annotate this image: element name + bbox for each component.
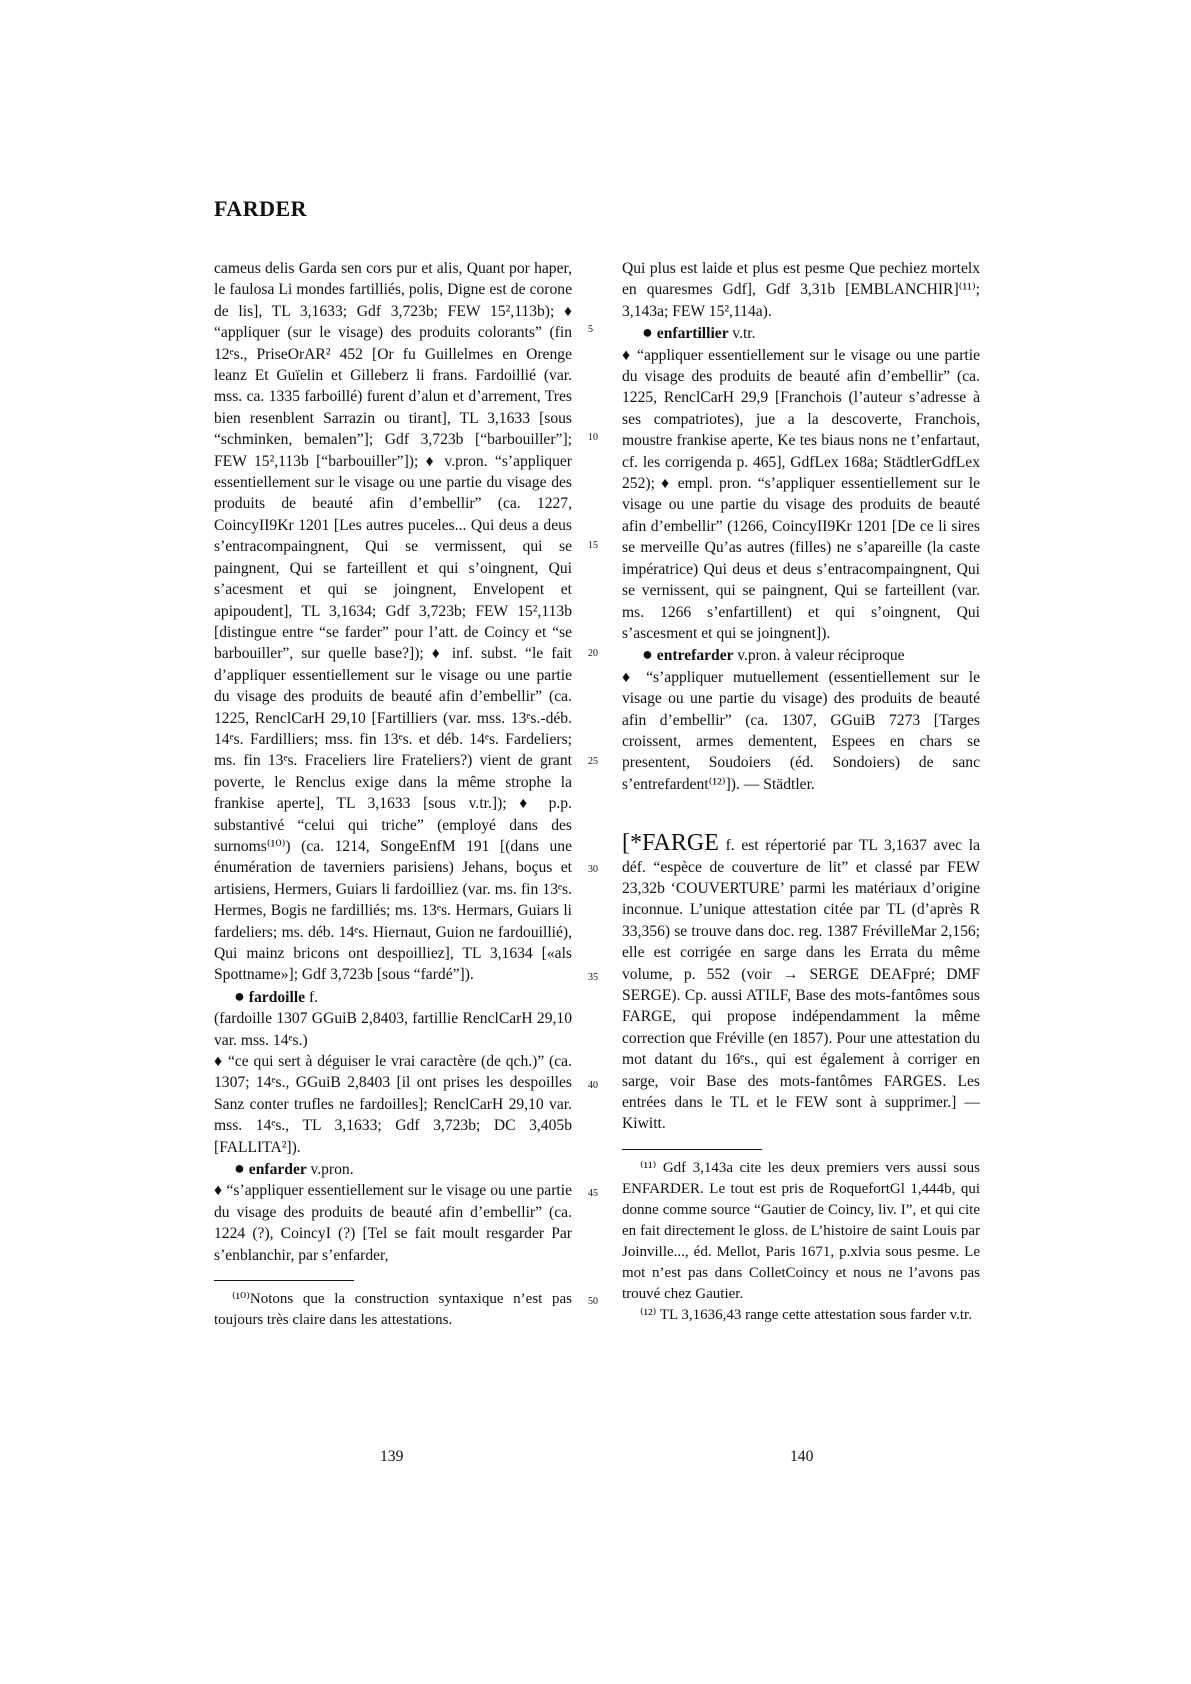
fardoille-definition: ♦ “ce qui sert à déguiser le vrai caractère (de qch.)” (ca. 1307; 14ᵉs., GGuiB 2,8403 [il ont prises les despoilles Sanz conter trufles ne fardoilles]; RenclCarH 29,10 var. mss. 14ᵉs., TL 3,1633; Gdf 3,723b; DC 3,405b [FALLITA²]). <box>214 1053 572 1156</box>
line-number: 45 <box>588 1188 598 1199</box>
subentry-headword: enfartillier <box>656 325 729 343</box>
line-number: 25 <box>588 756 598 767</box>
farder-continuation: cameus delis Garda sen cors pur et alis, Quant por haper, le faulosa Li mondes fartilliés, polis, Digne est de corone de lis], TL 3,1633; Gdf 3,723b; FEW 15²,113b); ♦ “appliquer (sur le visage) des produits colorants” (fin 12ᵉs., PriseOrAR² 452 [Or fu Guillelmes en Orenge leanz Et Guïelin et Gilleberz li frans. Fardoillié (var. mss. ca. 1335 farboillé) furent d’alun et d’arrement, Tres bien resenblent Sarrazin ou tirant], TL 3,1633 [sous “schminken, bemalen”]; Gdf 3,723b [“barbouiller”]; FEW 15²,113b [“barbouiller”]); ♦ v.pron. “s’appliquer essentiellement sur le visage ou une partie du visage des produits de beauté afin d’embellir” (ca. 1227, CoincyII9Kr 1201 [Les autres puceles... Qui deus a deus s’entracompaingnent, Qui se vermissent, qui se paingnent, Qui se farteillent et qui s’oingnent, Qui s’acesment et qui se joingnent, Envelopent et apipoudent], TL 3,1634; Gdf 3,723b; FEW 15²,113b [distingue entre “se farder” pour l’att. de Coincy et “se barbouiller”, sur quelle base?]); ♦ inf. subst. “le fait d’appliquer essentiellement sur le visage ou une partie du visage des produits de beauté afin d’embellir” (ca. 1225, RenclCarH 29,10 [Fartilliers (var. mss. 13ᵉs.-déb. 14ᵉs. Fardilliers; mss. fin 13ᵉs. et déb. 14ᵉs. Fardeliers; ms. fin 13ᵉs. Fraceliers lire Frateliers?) vient de grant poverte, le Renclus exige dans la même strophe la frankise aperte], TL 3,1633 [sous v.tr.]); ♦ p.p. substantivé “celui qui triche” (employé dans des surnoms⁽¹⁰⁾) (ca. 1214, SongeEnfM 191 [(dans une énumération de taverniers parisiens) Jehans, boçus et artisiens, Hermers, Guiars li fardoilliez (var. ms. fin 13ᵉs. Hermes, Bogis ne fardilliés; ms. 13ᵉs. Hermars, Guiars li fardeliers; ms. déb. 14ᵉs. Hiernaut, Guion ne fardouillié), Qui mainz bricons ont despoilliez], TL 3,1634 [«als Spottname»]; Gdf 3,723b [sous “fardé”]). <box>214 260 572 984</box>
page-number-right: 140 <box>790 1448 814 1465</box>
enfarder-continuation: Qui plus est laide et plus est pesme Que pechiez mortelx en quaresmes Gdf], Gdf 3,31b [EMBLANCHIR]⁽¹¹⁾; 3,143a; FEW 15²,114a). <box>622 260 980 320</box>
farge-article <box>622 830 980 1135</box>
diamond-icon: ♦ <box>214 1182 227 1200</box>
subentry-headword: fardoille <box>248 988 306 1006</box>
line-number: 15 <box>588 540 598 551</box>
footnote-11: ⁽¹¹⁾ Gdf 3,143a cite les deux premiers vers aussi sous ENFARDER. Le tout est pris de RoquefortGl 1,444b, qui donne comme source “Gautier de Coincy, liv. I”, et qui cite en fait directement le gloss. de L’histoire de saint Louis par Joinville..., éd. Mellot, Paris 1671, p.xlvia sous pesme. Le mot n’est pas dans ColletCoincy et nous ne l’avons pas trouvé chez Gautier. <box>622 1159 980 1302</box>
subentry-headword: entrefarder <box>656 647 734 665</box>
footnote-12: ⁽¹²⁾ TL 3,1636,43 range cette attestation sous farder v.tr. <box>640 1306 972 1323</box>
subentry-headword: enfarder <box>248 1161 307 1179</box>
subentry-enfarder <box>214 1158 572 1180</box>
footnote-10: ⁽¹⁰⁾Notons que la construction syntaxique n’est pas toujours très claire dans les attestations. <box>214 1291 572 1329</box>
fardoille-forms: (fardoille 1307 GGuiB 2,8403, fartillie RenclCarH 29,10 var. mss. 14ᵉs.) <box>214 1010 572 1049</box>
part-of-speech: v.pron. à valeur réciproque <box>737 647 905 665</box>
line-number: 20 <box>588 648 598 659</box>
diamond-icon: ♦ <box>622 668 647 686</box>
right-column <box>622 258 980 1326</box>
line-number: 5 <box>588 324 593 335</box>
part-of-speech: f. <box>309 988 319 1006</box>
subentry-fardoille <box>214 986 572 1008</box>
footnote-rule <box>622 1149 762 1150</box>
line-number: 10 <box>588 432 598 443</box>
farge-headword: [*FARGE <box>622 830 719 857</box>
bullet-icon: ● <box>234 985 245 1006</box>
line-number: 30 <box>588 864 598 875</box>
bullet-icon: ● <box>234 1158 245 1179</box>
enfarder-definition: ♦ “s’appliquer essentiellement sur le visage ou une partie du visage des produits de beauté afin d’embellir” (ca. 1224 (?), CoincyI (?) [Tel se fait moult resgarder Par s’enblanchir, par s’enfarder, <box>214 1182 572 1264</box>
left-column <box>214 258 572 1331</box>
line-number: 35 <box>588 972 598 983</box>
bullet-icon: ● <box>642 644 653 665</box>
line-number: 50 <box>588 1296 598 1307</box>
page-number-left: 139 <box>380 1448 404 1465</box>
diamond-icon: ♦ <box>622 346 638 364</box>
diamond-icon: ♦ <box>214 1053 228 1071</box>
farge-text: f. est répertorié par TL 3,1637 avec la déf. “espèce de couverture de lit” et classé par FEW 23,32b ‘COUVERTURE’ parmi les matériaux d’origine inconnue. L’unique attestation citée par TL (d’après R 33,356) se trouve dans doc. reg. 1387 FrévilleMar 2,156; elle est corrigée en sarge dans les Errata du même volume, p. 552 (voir → SERGE DEAFpré; DMF SERGE). Cp. aussi ATILF, Base des mots-fantômes sous FARGE, qui propose indépendamment la même correction que Fréville (en 1857). Pour une attestation du mot datant du 16ᵉs., qui est également à corriger en sarge, voir Base des mots-fantômes FARGES. Les entrées dans le TL et le FEW sont à supprimer.] — Kiwitt. <box>622 837 980 1133</box>
line-number: 40 <box>588 1080 598 1091</box>
running-head: FARDER <box>214 196 308 221</box>
footnote-rule <box>214 1280 354 1281</box>
subentry-entrefarder <box>622 644 980 666</box>
article-separator <box>622 795 980 833</box>
enfartillier-definition: ♦ “appliquer essentiellement sur le visage ou une partie du visage des produits de beauté afin d’embellir” (ca. 1225, RenclCarH 29,9 [Franchois (l’auteur s’adresse à ses compatriotes), jue a la descoverte, Franchois, moustre frankise aperte, Ke tes biaus nons ne t’enfartaut, cf. les corrigenda p. 465], GdfLex 168a; StädtlerGdfLex 252); ♦ empl. pron. “s’appliquer essentiellement sur le visage ou une partie du visage des produits de beauté afin d’embellir” (1266, CoincyII9Kr 1201 [De ce li sires se merveille Qu’as autres (filles) ne s’apareille (la caste impératrice) Qui deus et deus s’entracompaingnent, Qui se vernissent, qui se paingnent, Qui se farteillent (var. ms. 1266 s’enfartillent) et qui s’oingnent, Qui s’ascesment et qui se joingnent]). <box>622 346 981 642</box>
entrefarder-definition: ♦ “s’appliquer mutuellement (essentiellement sur le visage ou une partie du visage) des produits de beauté afin d’embellir” (ca. 1307, GGuiB 7273 [Targes croissent, armes dementent, Espees en chars se presentent, Soudoiers (éd. Sondoiers) de sanc s’entrefardent⁽¹²⁾]). — Städtler. <box>622 668 980 793</box>
subentry-enfartillier <box>622 322 980 344</box>
part-of-speech: v.tr. <box>732 325 756 343</box>
part-of-speech: v.pron. <box>310 1161 354 1179</box>
bullet-icon: ● <box>642 322 653 343</box>
